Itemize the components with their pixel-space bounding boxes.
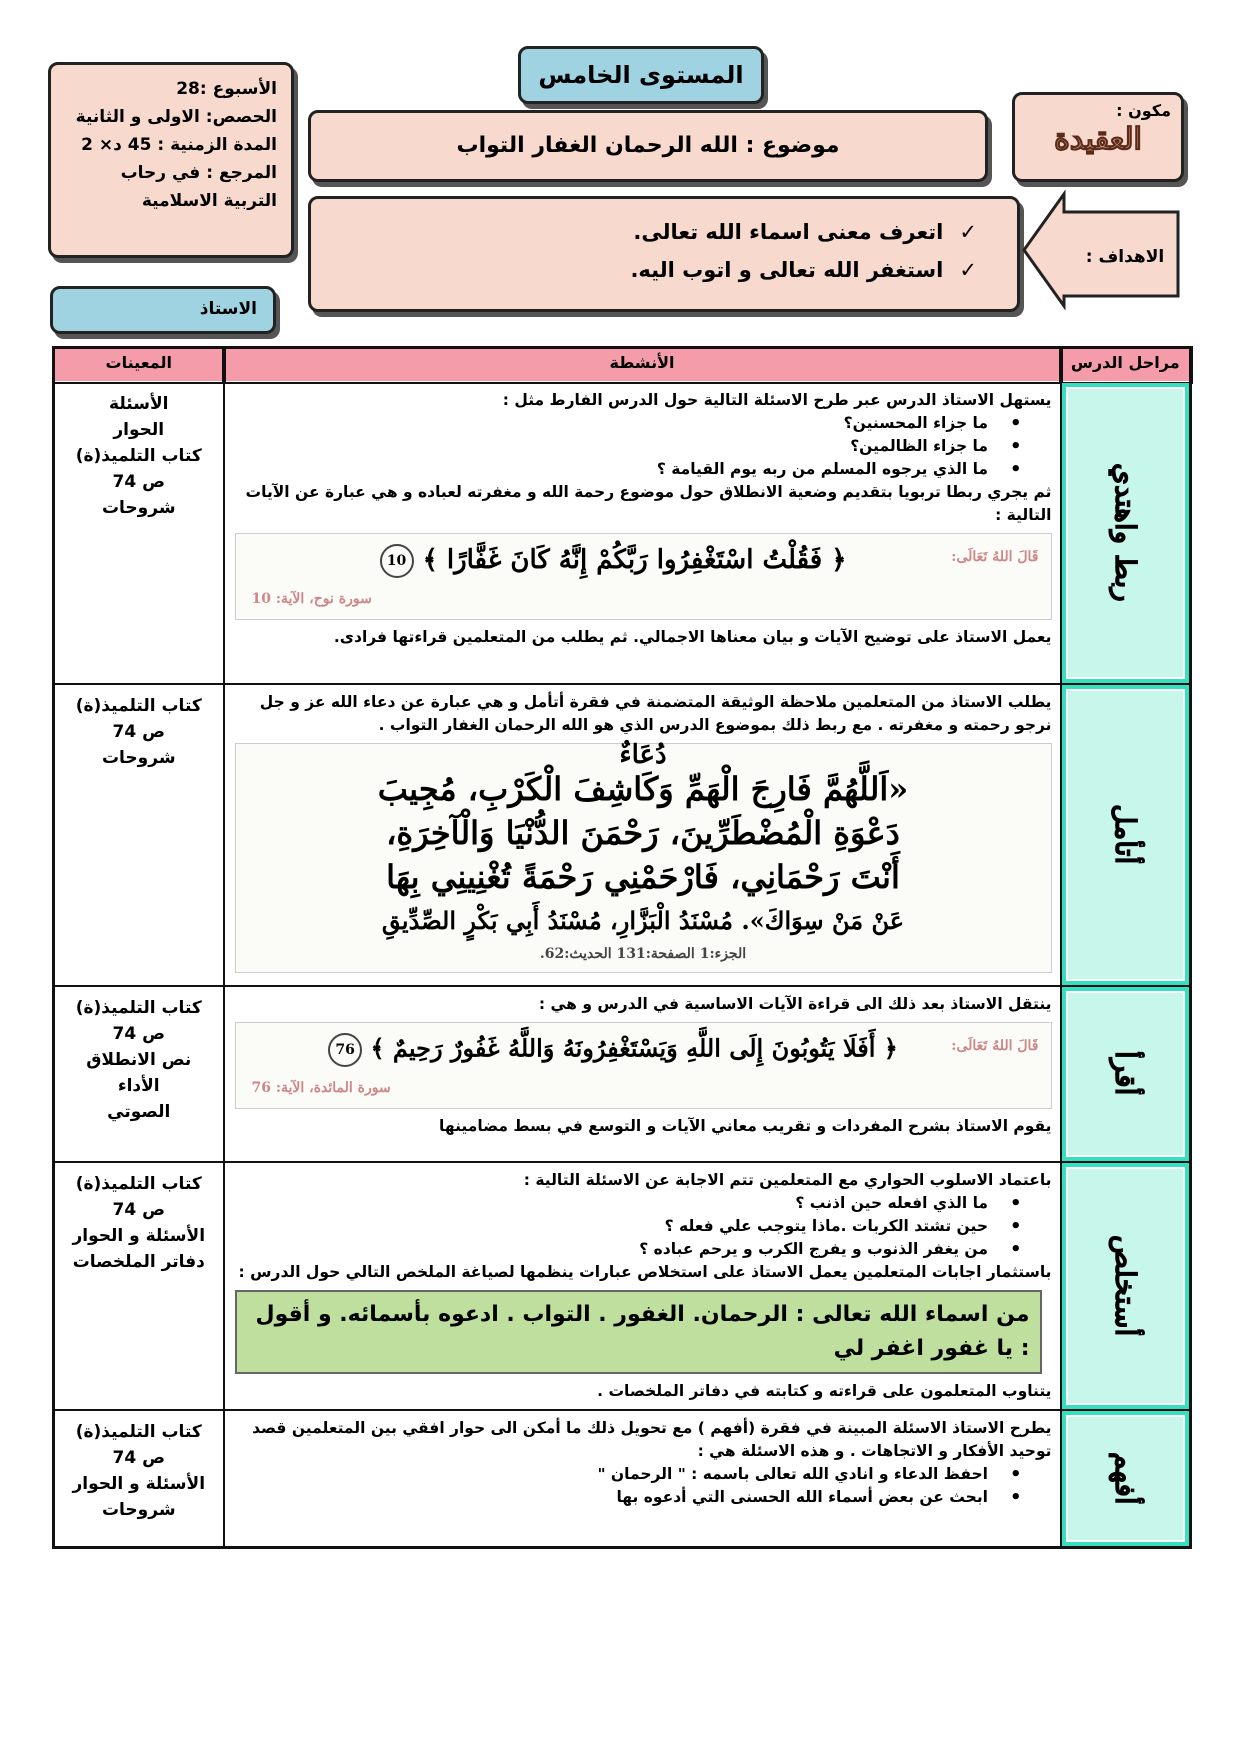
table-header-row	[54, 348, 1191, 382]
means-item: شروحات	[101, 497, 176, 518]
means-item: الصوتي	[107, 1101, 171, 1122]
topic-title: موضوع : الله الرحمان الغفار التواب	[456, 133, 840, 158]
dua-image	[235, 739, 1052, 973]
activity-cell	[224, 1410, 1061, 1548]
reference-line-2: التربية الاسلامية	[141, 191, 277, 211]
goals-box	[308, 196, 1020, 312]
list-item: • حين تشتد الكربات .ماذا يتوجب علي فعله ؟	[235, 1215, 1022, 1238]
means-item: ص 74	[112, 1447, 165, 1468]
goal-text: اتعرف معنى اسماء الله تعالى.	[633, 220, 944, 244]
stage-cell	[1061, 1410, 1191, 1548]
week-number: الأسبوع :28	[176, 79, 277, 99]
header-activities: الأنشطة	[224, 348, 1061, 382]
activity-text: يعمل الاستاذ على توضيح الآيات و بيان معناها الاجمالي. ثم يطلب من المتعلمين قراءتها فرادى.	[333, 627, 1052, 646]
verse-number: 10	[380, 544, 414, 578]
reference-line-1: المرجع : في رحاب	[120, 163, 277, 183]
list-item: • ما جزاء الظالمين؟	[235, 435, 1022, 458]
verse-tag: قَالَ اللهُ تَعَالَى:	[951, 548, 1039, 565]
table-row	[54, 1162, 1191, 1410]
dua-reference: الجزء:1 الصفحة:131 الحديث:62.	[539, 945, 747, 962]
component-value: العقيدة	[1054, 122, 1142, 157]
verse-image	[235, 533, 1052, 620]
question-list	[235, 412, 1052, 481]
lesson-info-box	[48, 62, 294, 258]
means-item: دفاتر الملخصات	[72, 1251, 205, 1272]
verse-text: ﴿ أَفَلَا يَتُوبُونَ إِلَى اللَّهِ وَيَسْتَغْفِرُونَهُ وَاللَّهُ غَفُورٌ رَحِيمٌ ﴾	[370, 1033, 898, 1062]
teacher-label: الاستاذ	[199, 299, 257, 319]
goals-arrow	[1020, 190, 1185, 310]
activity-cell	[224, 986, 1061, 1162]
means-item: الأسئلة و الحوار	[72, 1473, 206, 1494]
list-item: • من يغفر الذنوب و يفرج الكرب و يرحم عباده ؟	[235, 1238, 1022, 1261]
goal-item	[331, 213, 977, 251]
component-box	[1012, 92, 1184, 182]
activity-intro: ينتقل الاستاذ بعد ذلك الى قراءة الآيات الاساسية في الدرس و هي :	[538, 994, 1052, 1013]
teacher-box	[50, 286, 276, 334]
activity-text: ثم يجري ربطا تربويا بتقديم وضعية الانطلاق حول موضوع رحمة الله و مغفرته لعباده و هي عبارة عن الآيات التالية :	[245, 482, 1052, 524]
verse-reference: سورة نوح، الآية: 10	[251, 590, 372, 607]
means-item: ص 74	[112, 471, 165, 492]
activity-intro: باعتماد الاسلوب الحواري مع المتعلمين تتم الاجابة عن الاسئلة التالية :	[523, 1170, 1052, 1189]
topic-box	[308, 110, 988, 182]
means-item: كتاب التلميذ(ة)	[75, 695, 202, 716]
means-item: كتاب التلميذ(ة)	[75, 1173, 202, 1194]
level-title: المستوى الخامس	[538, 61, 744, 89]
stage-cell	[1061, 986, 1191, 1162]
verse-number: 76	[328, 1033, 362, 1067]
dua-title: دُعَاءٌ	[619, 739, 667, 770]
list-item: • احفظ الدعاء و انادي الله تعالى باسمه : " الرحمان "	[235, 1463, 1022, 1486]
means-item: كتاب التلميذ(ة)	[75, 445, 202, 466]
means-item: الأسئلة و الحوار	[72, 1225, 206, 1246]
dua-line: عَنْ مَنْ سِوَاكَ». مُسْنَدُ الْبَزَّارِ، مُسْنَدُ أَبِي بَكْرٍ الصِّدِّيقِ	[381, 905, 905, 935]
stage-label: أتأمل	[1108, 804, 1142, 865]
duration: المدة الزمنية : 45 د× 2	[81, 135, 277, 155]
component-label: مكون :	[1116, 101, 1171, 120]
list-item: • ابحث عن بعض أسماء الله الحسنى التي أدعوه بها	[235, 1486, 1022, 1509]
check-icon: ✓	[959, 220, 977, 244]
means-item: الأداء	[117, 1075, 160, 1096]
verse-tag: قَالَ اللهُ تَعَالَى:	[951, 1037, 1039, 1054]
means-item: ص 74	[112, 1199, 165, 1220]
means-cell	[54, 684, 224, 986]
means-cell	[54, 1162, 224, 1410]
means-item: الأسئلة	[109, 393, 169, 414]
list-item: • ما جزاء المحسنين؟	[235, 412, 1022, 435]
means-item: شروحات	[101, 747, 176, 768]
table-row	[54, 986, 1191, 1162]
stage-label: أفهم	[1108, 1451, 1142, 1505]
stage-cell	[1061, 382, 1191, 684]
verse-reference: سورة المائدة، الآية: 76	[251, 1079, 391, 1096]
table-row	[54, 684, 1191, 986]
table-row	[54, 1410, 1191, 1548]
means-item: نص الانطلاق	[86, 1049, 192, 1070]
list-item: • ما الذي افعله حين اذنب ؟	[235, 1192, 1022, 1215]
stage-cell	[1061, 684, 1191, 986]
activity-cell	[224, 684, 1061, 986]
activity-text: باستثمار اجابات المتعلمين يعمل الاستاذ على استخلاص عبارات ينظمها لصياغة الملخص التالي حول الدرس :	[238, 1262, 1052, 1281]
goal-item	[331, 251, 977, 289]
question-list	[235, 1463, 1052, 1509]
means-item: شروحات	[101, 1499, 176, 1520]
means-item: كتاب التلميذ(ة)	[75, 1421, 202, 1442]
means-cell	[54, 382, 224, 684]
header-stages: مراحل الدرس	[1061, 348, 1191, 382]
sessions: الحصص: الاولى و الثانية	[75, 107, 277, 127]
activity-text: يتناوب المتعلمون على قراءته و كتابته في دفاتر الملخصات .	[597, 1381, 1052, 1400]
means-item: كتاب التلميذ(ة)	[75, 997, 202, 1018]
dua-line: دَعْوَةِ الْمُضْطَرِّينَ، رَحْمَنَ الدُّنْيَا وَالْآخِرَةِ،	[386, 813, 900, 852]
table-row	[54, 382, 1191, 684]
means-cell	[54, 986, 224, 1162]
stage-label: أقرأ	[1108, 1051, 1142, 1096]
list-item: • ما الذي يرجوه المسلم من ربه يوم القيامة ؟	[235, 458, 1022, 481]
means-item: ص 74	[112, 1023, 165, 1044]
goals-label: الاهداف :	[1085, 247, 1165, 267]
activity-intro: يطرح الاستاذ الاسئلة المبينة في فقرة (أفهم ) مع تحويل ذلك ما أمكن الى حوار افقي بين المتعلمين قصد توحيد الأفكار و الاتجاهات . و هذه الاسئلة هي :	[252, 1418, 1052, 1460]
verse-text: ﴿ فَقُلْتُ اسْتَغْفِرُوا رَبَّكُمْ إِنَّهُ كَانَ غَفَّارًا ﴾	[422, 544, 847, 575]
header-means: المعينات	[54, 348, 224, 382]
check-icon: ✓	[959, 258, 977, 282]
dua-line: أَنْتَ رَحْمَانِي، فَارْحَمْنِي رَحْمَةً تُغْنِينِي بِهَا	[386, 857, 900, 896]
activity-intro: يطلب الاستاذ من المتعلمين ملاحظة الوثيقة المتضمنة في فقرة أتأمل و هي عبارة عن دعاء الله عز و جل نرجو رحمته و مغفرته . مع ربط ذلك بموضوع الدرس الذي هو الله الرحمان الغفار التواب .	[259, 692, 1052, 734]
activity-cell	[224, 1162, 1061, 1410]
question-list	[235, 1192, 1052, 1261]
activity-text: يقوم الاستاذ بشرح المفردات و تقريب معاني الآيات و التوسع في بسط مضامينها	[439, 1116, 1052, 1135]
summary-box: من اسماء الله تعالى : الرحمان. الغفور . التواب . ادعوه بأسمائه. و أقول : يا غفور اغفر لي	[235, 1290, 1042, 1374]
goal-text: استغفر الله تعالى و اتوب اليه.	[630, 258, 944, 282]
verse-image	[235, 1022, 1052, 1109]
lesson-table	[52, 346, 1192, 1549]
means-item: الحوار	[113, 419, 165, 440]
stage-cell	[1061, 1162, 1191, 1410]
stage-label: ربط واهتدي	[1108, 463, 1142, 602]
means-cell	[54, 1410, 224, 1548]
dua-line: «اَللَّهُمَّ فَارِجَ الْهَمِّ وَكَاشِفَ الْكَرْبِ، مُجِيبَ	[377, 769, 909, 808]
stage-label: أستخلص	[1108, 1234, 1142, 1337]
activity-intro: يستهل الاستاذ الدرس عبر طرح الاسئلة التالية حول الدرس الفارط مثل :	[502, 390, 1052, 409]
activity-cell	[224, 382, 1061, 684]
level-box	[518, 46, 764, 104]
means-item: ص 74	[112, 721, 165, 742]
